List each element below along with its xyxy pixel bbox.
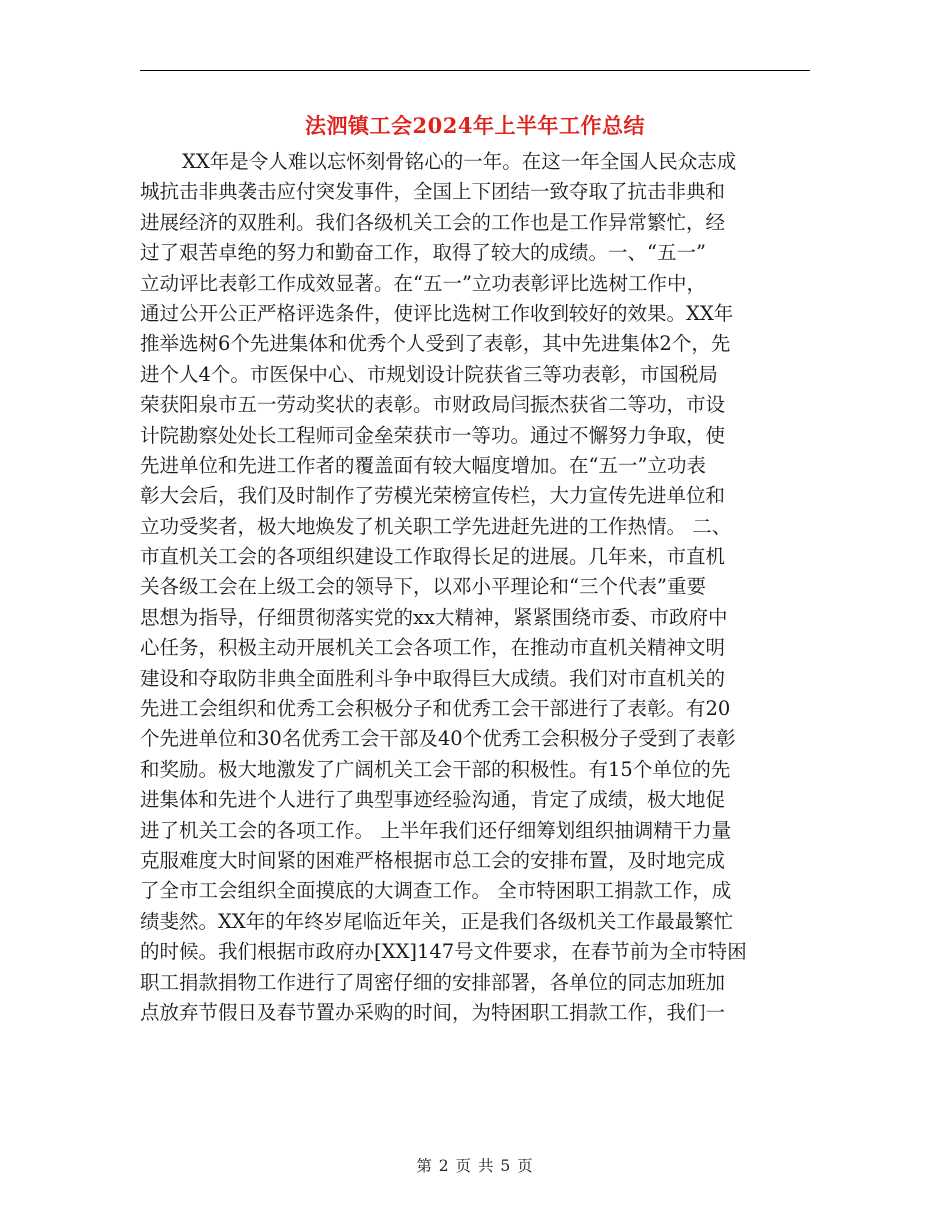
body-line: 了全市工会组织全面摸底的大调查工作。 全市特困职工捐款工作，成 bbox=[140, 879, 732, 903]
body-line: 和奖励。极大地激发了广阔机关工会干部的积极性。有15个单位的先 bbox=[140, 757, 731, 781]
body-line: 立动评比表彰工作成效显著。在“五一”立功表彰评比选树工作中， bbox=[140, 271, 706, 295]
document-body bbox=[140, 147, 820, 1028]
body-line: 立功受奖者，极大地焕发了机关职工学先进赶先进的工作热情。 二、 bbox=[140, 514, 732, 538]
body-line: 思想为指导，仔细贯彻落实党的xx大精神，紧紧围绕市委、市政府中 bbox=[140, 605, 728, 629]
body-line: 关各级工会在上级工会的领导下，以邓小平理论和“三个代表”重要 bbox=[140, 575, 706, 599]
body-line: 先进工会组织和优秀工会积极分子和优秀工会干部进行了表彰。有20 bbox=[140, 697, 731, 721]
body-line: 通过公开公正严格评选条件，使评比选树工作收到较好的效果。XX年 bbox=[140, 301, 734, 325]
page-number: 第 2 页 共 5 页 bbox=[416, 1157, 534, 1175]
body-line: 个先进单位和30名优秀工会干部及40个优秀工会积极分子受到了表彰 bbox=[140, 727, 736, 751]
body-line: 职工捐款捐物工作进行了周密仔细的安排部署，各单位的同志加班加 bbox=[140, 970, 726, 994]
body-line: XX年是令人难以忘怀刻骨铭心的一年。在这一年全国人民众志成 bbox=[182, 150, 737, 173]
body-line: 先进单位和先进工作者的覆盖面有较大幅度增加。在“五一”立功表 bbox=[140, 453, 706, 477]
body-line: 推举选树6个先进集体和优秀个人受到了表彰，其中先进集体2个，先 bbox=[140, 332, 731, 356]
header-rule bbox=[140, 70, 810, 71]
body-line: 的时候。我们根据市政府办[XX]147号文件要求，在春节前为全市特困 bbox=[140, 940, 747, 964]
body-line: 过了艰苦卓绝的努力和勤奋工作，取得了较大的成绩。一、“五一” bbox=[140, 241, 706, 265]
body-line: 城抗击非典袭击应付突发事件，全国上下团结一致夺取了抗击非典和 bbox=[140, 180, 726, 204]
body-line: 进集体和先进个人进行了典型事迹经验沟通，肯定了成绩，极大地促 bbox=[140, 788, 726, 812]
body-line: 计院勘察处处长工程师司金垒荣获市一等功。通过不懈努力争取，使 bbox=[140, 423, 726, 447]
body-line: 建设和夺取防非典全面胜利斗争中取得巨大成绩。我们对市直机关的 bbox=[140, 666, 726, 690]
body-line: 进个人4个。市医保中心、市规划设计院获省三等功表彰，市国税局 bbox=[140, 362, 718, 386]
document-title: 法泗镇工会2024年上半年工作总结 bbox=[305, 113, 645, 138]
body-line: 进了机关工会的各项工作。 上半年我们还仔细筹划组织抽调精干力量 bbox=[140, 818, 732, 842]
body-line: 市直机关工会的各项组织建设工作取得长足的进展。几年来，市直机 bbox=[140, 545, 726, 569]
body-line: 进展经济的双胜利。我们各级机关工会的工作也是工作异常繁忙，经 bbox=[140, 210, 726, 234]
body-line: 彰大会后，我们及时制作了劳模光荣榜宣传栏，大力宣传先进单位和 bbox=[140, 484, 726, 508]
body-line: 心任务，积极主动开展机关工会各项工作，在推动市直机关精神文明 bbox=[140, 636, 726, 660]
body-line: 绩斐然。XX年的年终岁尾临近年关，正是我们各级机关工作最最繁忙 bbox=[140, 909, 734, 933]
body-line: 克服难度大时间紧的困难严格根据市总工会的安排布置，及时地完成 bbox=[140, 848, 726, 872]
body-line: 点放弃节假日及春节置办采购的时间，为特困职工捐款工作，我们一 bbox=[140, 1000, 726, 1024]
body-line: 荣获阳泉市五一劳动奖状的表彰。市财政局闫振杰获省二等功，市设 bbox=[140, 393, 726, 417]
